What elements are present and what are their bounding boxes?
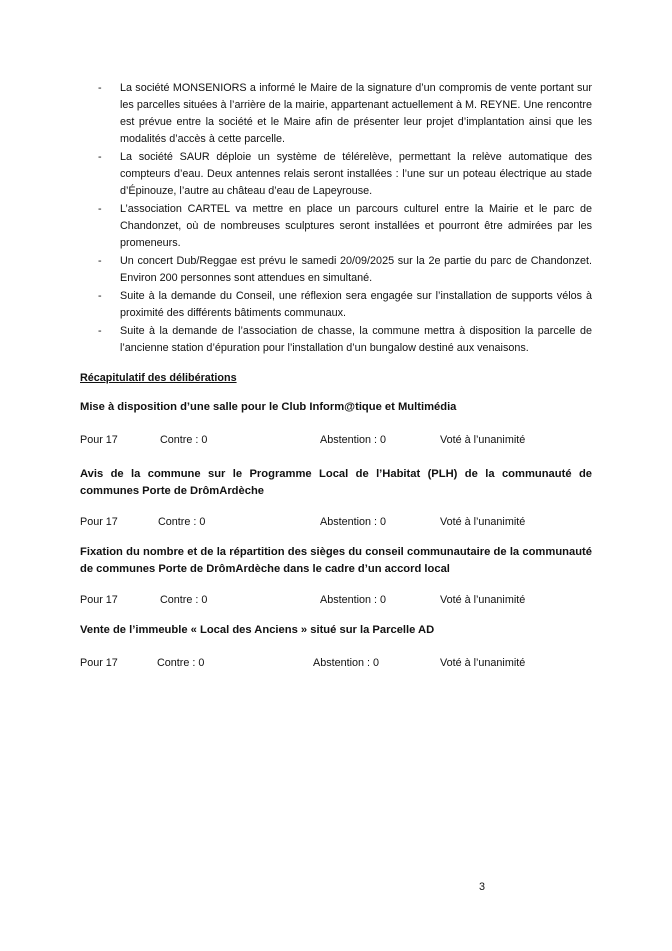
bullet-marker: -: [98, 290, 102, 302]
deliberation-title: Avis de la commune sur le Programme Local de l’Habitat (PLH) de la communauté de communes Porte de DrômArdèche: [80, 468, 592, 497]
vote-pour: Pour 17: [80, 657, 118, 669]
vote-contre: Contre : 0: [157, 657, 205, 669]
vote-result: Voté à l’unanimité: [440, 594, 526, 606]
vote-result: Voté à l’unanimité: [440, 434, 526, 446]
vote-row: [80, 515, 592, 529]
page-number: 3: [479, 881, 486, 893]
vote-contre: Contre : 0: [160, 594, 208, 606]
vote-row: [80, 433, 592, 447]
bullet-text: La société MONSENIORS a informé le Maire de la signature d’un compromis de vente portant sur les parcelles situées à l’arrière de la mairie, appartenant actuellement à M. REYNE. Une rencontre est prévue entre la société et le Maire afin de présenter leur projet d’implantation ainsi que les modalités d’accès à cette parcelle.: [120, 82, 592, 145]
deliberation-title: Fixation du nombre et de la répartition des sièges du conseil communautaire de la communauté de communes Porte de DrômArdèche dans le cadre d’un accord local: [80, 546, 592, 575]
vote-abstention: Abstention : 0: [320, 594, 387, 606]
bullet-text: L’association CARTEL va mettre en place un parcours culturel entre la Mairie et le parc de Chandonzet, où de nombreuses sculptures seront installées et pourront être admirées par les promeneurs.: [120, 203, 592, 249]
bullet-text: Suite à la demande de l’association de chasse, la commune mettra à disposition la parcelle de l’ancienne station d’épuration pour l’installation d’un bungalow destiné aux venaisons.: [120, 325, 592, 354]
bullet-text: La société SAUR déploie un système de télérelève, permettant la relève automatique des compteurs d’eau. Deux antennes relais seront installées : l’une sur un poteau électrique au stade d’Épinouze, l’autre au château d’eau de Lapeyrouse.: [120, 151, 592, 197]
info-bullet-list: [80, 80, 592, 358]
bullet-text: Un concert Dub/Reggae est prévu le samedi 20/09/2025 sur la 2e partie du parc de Chandonzet. Environ 200 personnes sont attendues en simultané.: [120, 255, 592, 284]
bullet-marker: -: [98, 82, 102, 94]
bullet-marker: -: [98, 325, 102, 337]
vote-result: Voté à l’unanimité: [440, 516, 526, 528]
vote-pour: Pour 17: [80, 594, 118, 606]
vote-abstention: Abstention : 0: [320, 434, 387, 446]
list-item: [80, 201, 592, 252]
list-item: [80, 80, 592, 148]
bullet-marker: -: [98, 255, 102, 267]
vote-abstention: Abstention : 0: [320, 516, 387, 528]
vote-result: Voté à l’unanimité: [440, 657, 526, 669]
vote-pour: Pour 17: [80, 516, 118, 528]
vote-contre: Contre : 0: [160, 434, 208, 446]
list-item: [80, 149, 592, 200]
bullet-marker: -: [98, 203, 102, 215]
list-item: [80, 288, 592, 322]
list-item: [80, 253, 592, 287]
section-title-deliberations: Récapitulatif des délibérations: [80, 372, 237, 384]
deliberation-title: Mise à disposition d’une salle pour le Club Inform@tique et Multimédia: [80, 401, 457, 413]
list-item: [80, 323, 592, 357]
vote-contre: Contre : 0: [158, 516, 206, 528]
bullet-marker: -: [98, 151, 102, 163]
vote-pour: Pour 17: [80, 434, 118, 446]
vote-row: [80, 656, 592, 670]
vote-abstention: Abstention : 0: [313, 657, 380, 669]
deliberation-title: Vente de l’immeuble « Local des Anciens » situé sur la Parcelle AD: [80, 624, 435, 636]
vote-row: [80, 593, 592, 607]
bullet-text: Suite à la demande du Conseil, une réflexion sera engagée sur l’installation de supports vélos à proximité des différents bâtiments communaux.: [120, 290, 592, 319]
